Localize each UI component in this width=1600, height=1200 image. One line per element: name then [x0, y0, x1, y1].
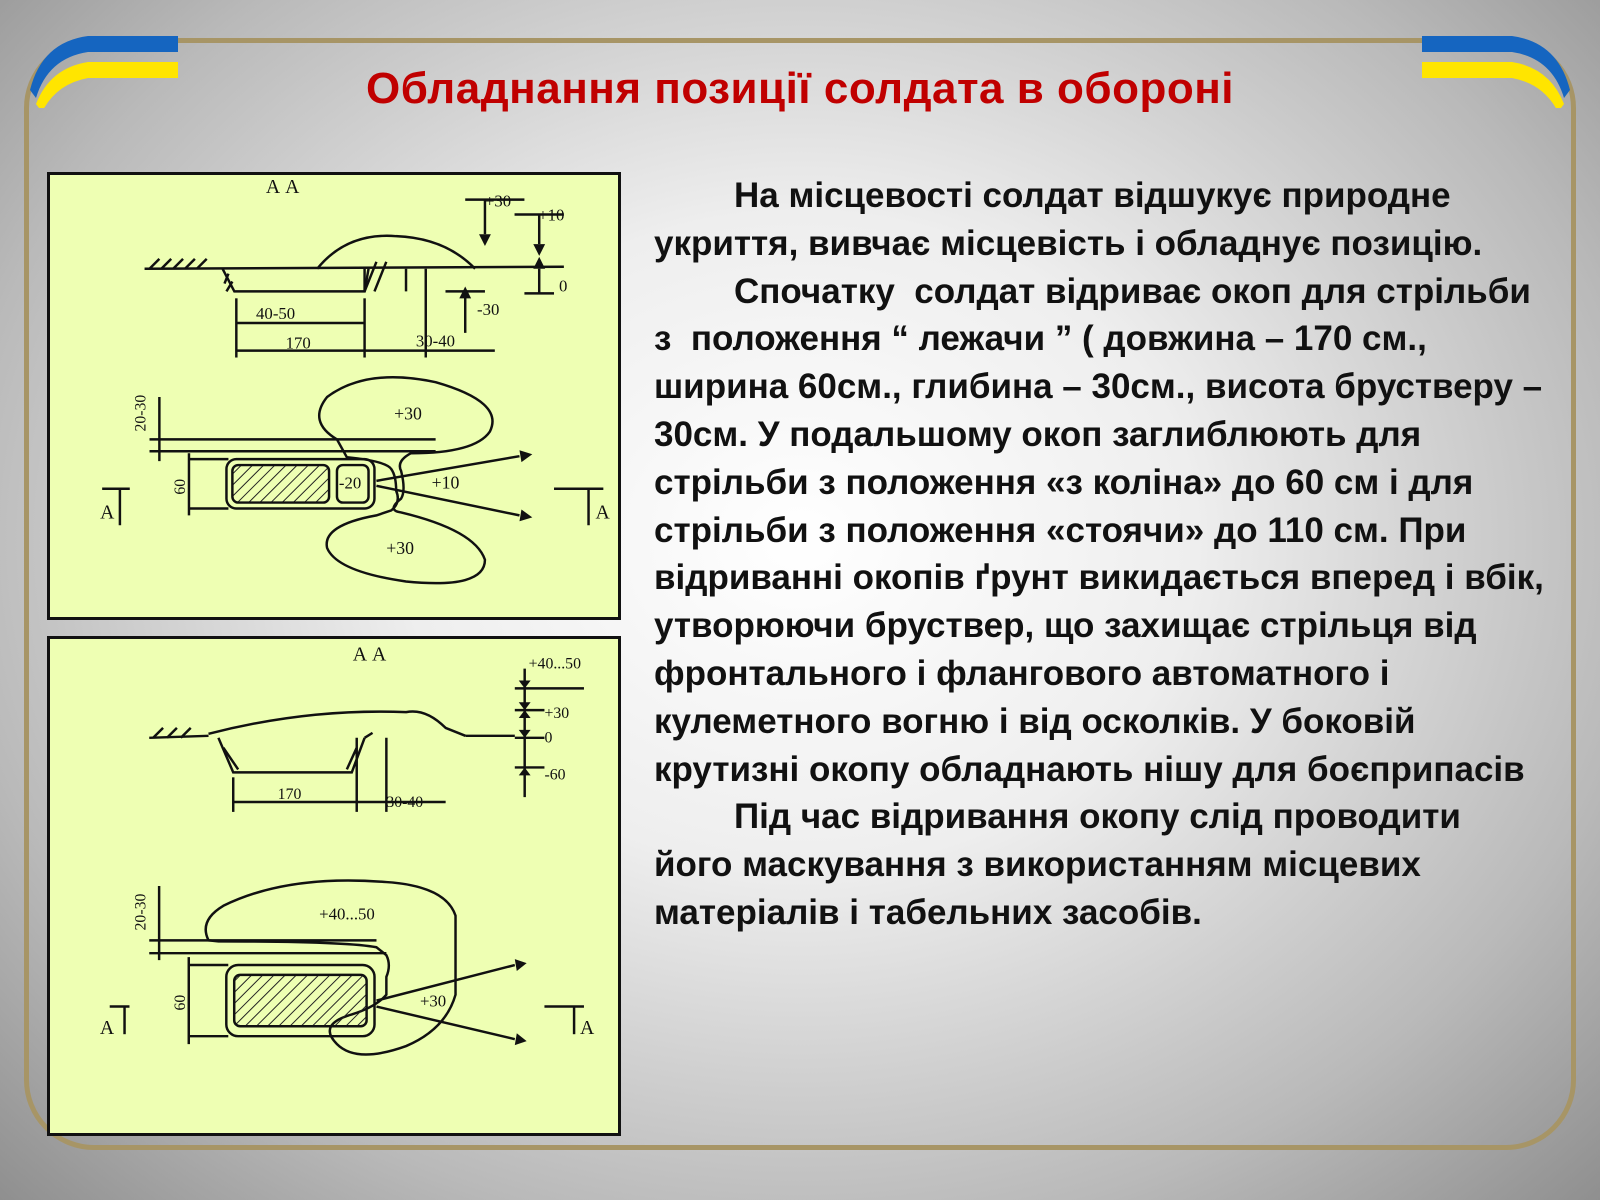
svg-text:0: 0 [544, 729, 553, 747]
svg-text:+30: +30 [394, 403, 422, 424]
svg-text:170: 170 [277, 786, 302, 804]
paragraph-intro: На місцевості солдат відшукує природне укриття, вивчає місцевість і обладнує позицію. [654, 176, 1483, 263]
svg-text:+40...50: +40...50 [528, 655, 581, 673]
svg-text:+30: +30 [386, 537, 415, 558]
svg-text:+30: +30 [544, 705, 570, 723]
svg-text:+30: +30 [484, 191, 512, 211]
ukraine-flag-left-decoration [28, 28, 208, 108]
diagram-prone-drawing [50, 175, 618, 617]
paragraph-camouflage: Під час відривання окопу слід проводити його маскування з використанням місцевих матеріалів і табельних засобів. [654, 797, 1471, 932]
svg-text:20-30: 20-30 [132, 394, 150, 432]
svg-text:170: 170 [285, 333, 311, 353]
section-label: А А [265, 175, 300, 198]
svg-text:40-50: 40-50 [256, 304, 296, 324]
svg-text:А: А [99, 1017, 115, 1040]
svg-text:60: 60 [172, 478, 190, 495]
svg-text:А: А [100, 501, 115, 524]
svg-text:30-40: 30-40 [386, 793, 424, 811]
svg-text:+10: +10 [431, 472, 460, 493]
svg-text:-60: -60 [544, 766, 566, 784]
svg-text:-30: -30 [477, 300, 500, 320]
diagram-kneeling-trench [47, 636, 621, 1136]
svg-text:60: 60 [171, 994, 189, 1011]
svg-text:А: А [580, 1017, 595, 1040]
svg-text:+40...50: +40...50 [319, 904, 375, 924]
svg-text:+30: +30 [419, 991, 447, 1011]
ukraine-flag-right-decoration [1392, 28, 1572, 108]
svg-text:А: А [595, 501, 610, 524]
diagram-prone-trench [47, 172, 621, 620]
slide-title: Обладнання позиції солдата в обороні [365, 64, 1235, 113]
diagram-kneeling-drawing [50, 639, 618, 1133]
section-label: А А [352, 643, 387, 666]
svg-text:30-40: 30-40 [415, 331, 456, 351]
svg-text:-20: -20 [338, 473, 362, 493]
body-text [654, 172, 1554, 937]
svg-text:+10: +10 [538, 205, 565, 225]
svg-text:20-30: 20-30 [132, 893, 150, 931]
svg-text:0: 0 [558, 276, 568, 296]
paragraph-trench-details: Спочатку солдат відриває окоп для стрільби з положення “ лежачи ” ( довжина – 170 см., ширина 60см., глибина – 30см., висота брустверу – 30см. У подальшому окоп заглиблюють для стрільби з положення «з коліна» до 60 см і для стрільби з положення «стоячи» до 110 см. При відриванні окопів ґрунт викидається вперед і вбік, утворюючи бруствер, що захищає стрільця від фронтального і флангового автоматного і кулеметного вогню і від осколків. У боковій крутизні окопу обладнають нішу для боєприпасів [654, 271, 1554, 789]
